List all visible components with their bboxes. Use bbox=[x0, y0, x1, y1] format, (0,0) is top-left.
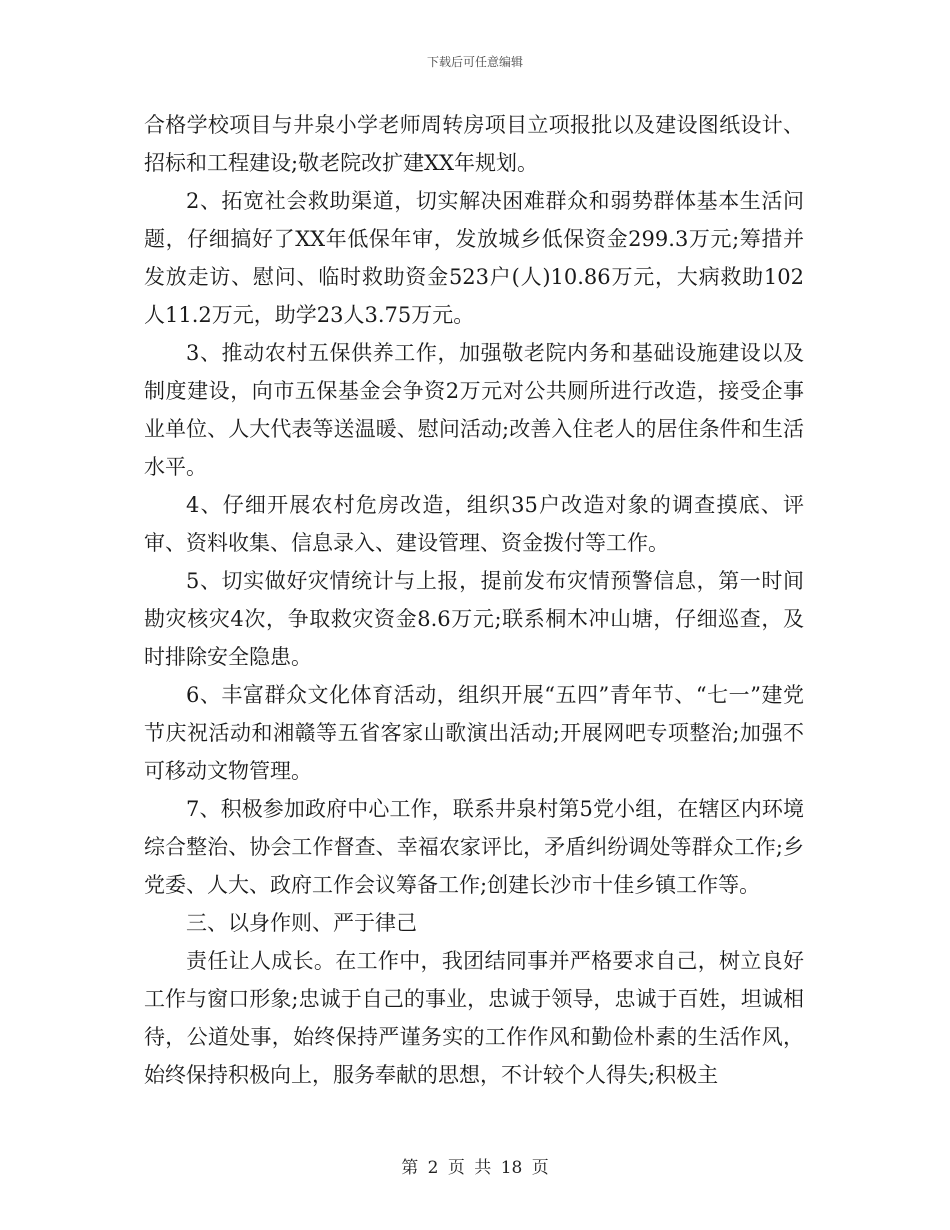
paragraph: 2、拓宽社会救助渠道，切实解决困难群众和弱势群体基本生活问题，仔细搞好了XX年低保年审，发放城乡低保资金299.3万元;筹措并发放走访、慰问、临时救助资金523户(人)10.86万元，大病救助102人11.2万元，助学23人3.75万元。 bbox=[144, 189, 804, 327]
paragraph: 合格学校项目与井泉小学老师周转房项目立项报批以及建设图纸设计、招标和工程建设;敬老院改扩建XX年规划。 bbox=[144, 113, 804, 175]
page-number-footer: 第 2 页 共 18 页 bbox=[401, 1158, 549, 1178]
paragraph: 6、丰富群众文化体育活动，组织开展“五四”青年节、“七一”建党节庆祝活动和湘赣等五省客家山歌演出活动;开展网吧专项整治;加强不可移动文物管理。 bbox=[144, 683, 804, 783]
paragraph: 4、仔细开展农村危房改造，组织35户改造对象的调查摸底、评审、资料收集、信息录入、建设管理、资金拨付等工作。 bbox=[144, 493, 804, 555]
paragraph: 7、积极参加政府中心工作，联系井泉村第5党小组，在辖区内环境综合整治、协会工作督查、幸福农家评比，矛盾纠纷调处等群众工作;乡党委、人大、政府工作会议筹备工作;创建长沙市十佳乡镇工作等。 bbox=[144, 797, 804, 897]
document-body bbox=[144, 106, 804, 1094]
paragraph: 责任让人成长。在工作中，我团结同事并严格要求自己，树立良好工作与窗口形象;忠诚于自己的事业，忠诚于领导，忠诚于百姓，坦诚相待，公道处事，始终保持严谨务实的工作作风和勤俭朴素的生活作风，始终保持积极向上，服务奉献的思想，不计较个人得失;积极主 bbox=[144, 949, 804, 1087]
paragraph: 3、推动农村五保供养工作，加强敬老院内务和基础设施建设以及制度建设，向市五保基金会争资2万元对公共厕所进行改造，接受企事业单位、人大代表等送温暖、慰问活动;改善入住老人的居住条件和生活水平。 bbox=[144, 341, 804, 479]
page-header: 下载后可任意编辑 bbox=[426, 55, 523, 69]
paragraph: 5、切实做好灾情统计与上报，提前发布灾情预警信息，第一时间勘灾核灾4次，争取救灾资金8.6万元;联系桐木冲山塘，仔细巡查，及时排除安全隐患。 bbox=[144, 569, 804, 669]
section-heading: 三、以身作则、严于律己 bbox=[186, 911, 417, 935]
